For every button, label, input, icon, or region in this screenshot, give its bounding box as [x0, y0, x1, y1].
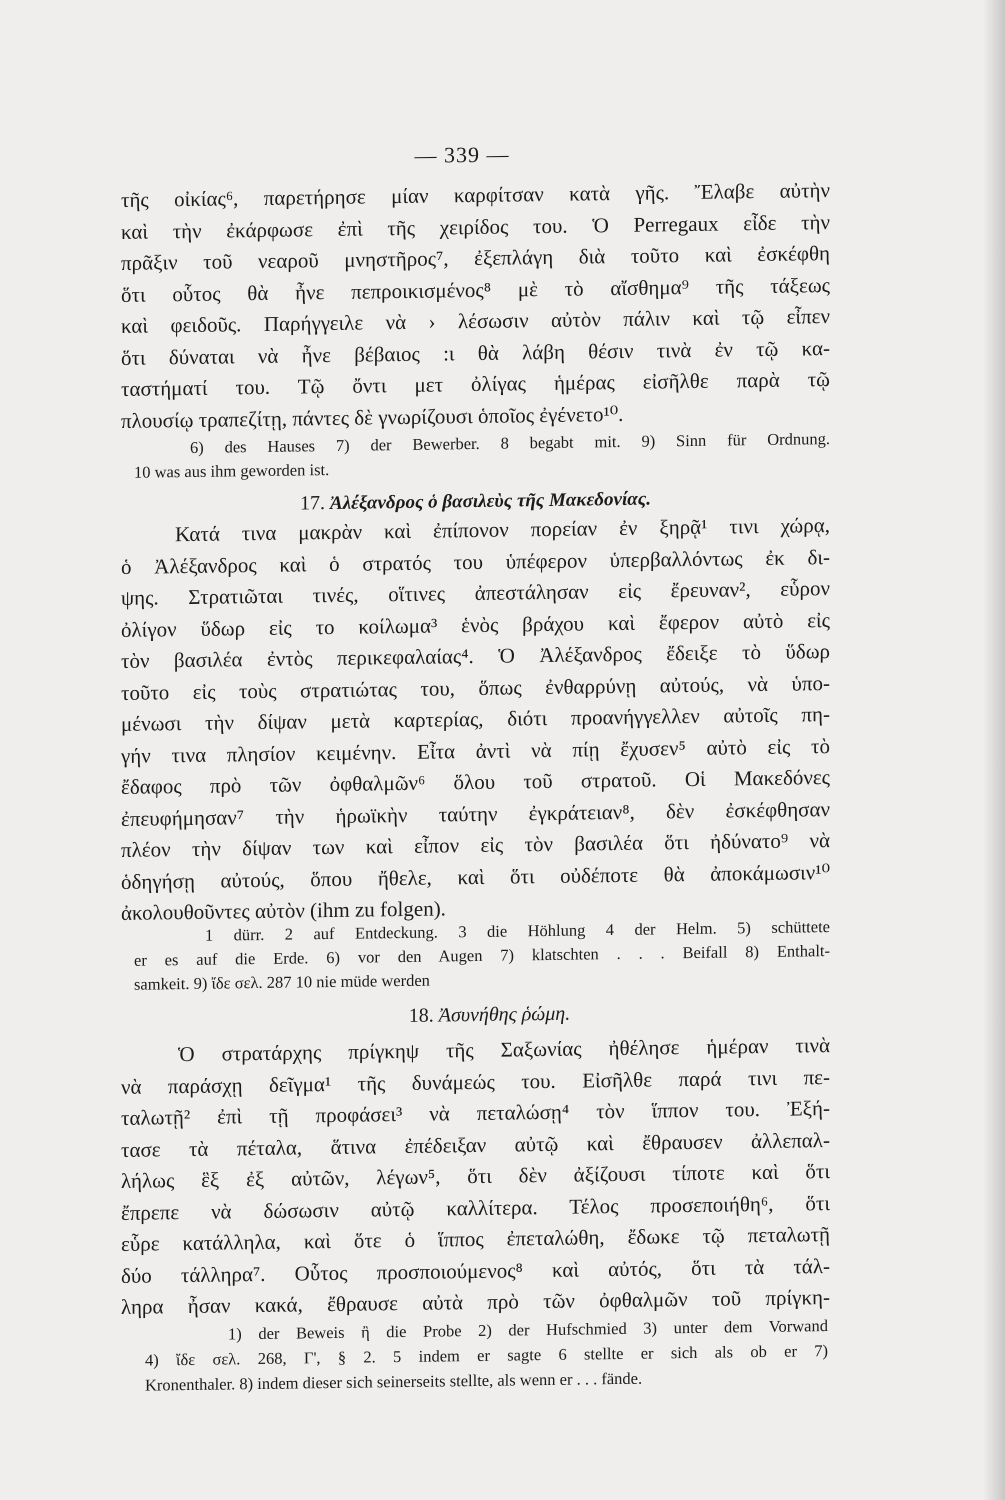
text-line: Ὁ στρατάρχης πρίγκηψ τῆς Σαξωνίας ἠθέλησε ἡμέραν τινὰ — [178, 1033, 830, 1067]
section-number: 18. — [408, 1004, 434, 1027]
footnote-line: 10 was aus ihm geworden ist. — [134, 460, 330, 482]
scan-edge-shadow — [983, 0, 1005, 1500]
story-paragraph — [121, 1030, 830, 1323]
text-line: τασε τὰ πέταλα, ἅτινα ἐπέδειξαν αὐτῷ καὶ ἔθραυσεν ἀλλεπαλ- — [121, 1127, 830, 1162]
text-line: τοῦτο εἰς τοὺς στρατιώτας του, ὅπως ἐνθαρρύνῃ αὐτούς, νὰ ὑπο- — [121, 670, 830, 705]
text-line: ἔδαφος πρὸ τῶν ὀφθαλμῶν⁶ ὅλου τοῦ στρατοῦ. Οἱ Μακεδόνες — [121, 765, 830, 799]
text-line: γήν τινα πλησίον κειμένην. Εἶτα ἀντὶ νὰ πίῃ ἔχυσεν⁵ αὐτὸ εἰς τὸ — [121, 733, 830, 768]
footnotes — [134, 427, 830, 485]
footnote-line: 6) des Hauses 7) der Bewerber. 8 begabt mit. 9) Sinn für Ordnung. — [190, 429, 830, 457]
continuation-paragraph — [121, 175, 830, 437]
footnote-line: 4) ἴδε σελ. 268, Γ', § 2. 5 indem er sagte 6 stellte er sich als ob er 7) — [145, 1341, 828, 1370]
text-line: ταστήματί του. Τῷ ὄντι μετ ὀλίγας ἡμέρας εἰσῆλθε παρὰ τῷ — [121, 367, 830, 401]
footnote-line: samkeit. 9) ἴδε σελ. 287 10 nie müde werden — [134, 970, 430, 994]
footnote-line: Kronenthaler. 8) indem dieser sich seinerseits stellte, als wenn er . . . fände. — [145, 1368, 643, 1395]
text-line: ληρα ἦσαν κακά, ἔθραυσε αὐτὰ πρὸ τῶν ὀφθαλμῶν τοῦ πρίγκη- — [121, 1285, 830, 1319]
footnotes — [145, 1313, 828, 1398]
text-line: ὅτι οὗτος θὰ ἦνε πεπροικισμένος⁸ μὲ τὸ αἴσθημα⁹ τῆς τάξεως — [121, 272, 830, 307]
text-line: ἔπρεπε νὰ δώσωσιν αὐτῷ καλλίτερα. Τέλος προσεποιήθη⁶, ὅτι — [121, 1190, 830, 1225]
footnote-line: er es auf die Erde. 6) vor den Augen 7) klatschten . . . Beifall 8) Enthalt- — [134, 941, 830, 970]
text-line: πλέον τὴν δίψαν των καὶ εἶπον εἰς τὸν βασιλέα ὅτι ἠδύνατο⁹ νὰ — [121, 828, 830, 862]
text-line: νὰ παράσχῃ δεῖγμα¹ τῆς δυνάμεώς του. Εἰσῆλθε παρά τινι πε- — [121, 1064, 830, 1099]
text-line: πρᾶξιν τοῦ νεαροῦ μνηστῆρος⁷, ἐξεπλάγη διὰ τοῦτο καὶ ἐσκέφθη — [121, 241, 830, 275]
page-number: — 339 — — [414, 141, 510, 168]
text-line: ὀλίγον ὕδωρ εἰς το κοίλωμα³ ἑνὸς βράχου καὶ ἔφερον αὐτὸ εἰς — [121, 607, 830, 642]
footnote-line: 1) der Beweis ἢ die Probe 2) der Hufschmied 3) unter dem Vorwand — [228, 1316, 828, 1344]
section-title: Ἀσυνήθης ῥώμη. — [438, 1002, 571, 1027]
text-line: εὗρε κατάλληλα, καὶ ὅτε ὁ ἵππος ἐπεταλώθη, ἔδωκε τῷ πεταλωτῇ — [121, 1222, 830, 1256]
text-line: δύο τάλληρα⁷. Οὗτος προσποιούμενος⁸ καὶ αὐτός, ὅτι τὰ τάλ- — [121, 1253, 830, 1288]
text-line: πλουσίῳ τραπεζίτῃ, πάντες δὲ γνωρίζουσι ὁποῖος ἐγένετο¹⁰. — [121, 401, 624, 433]
text-line: ὁδηγήσῃ αὐτούς, ὅπου ἤθελε, καὶ ὅτι οὐδέποτε θὰ ἀποκάμωσιν¹⁰ — [121, 859, 830, 894]
text-line: ἀκολουθοῦντες αὐτὸν (ihm zu folgen). — [121, 896, 446, 925]
text-line: λήλως ἓξ ἐξ αὐτῶν, λέγων⁵, ὅτι δὲν ἀξίζουσι τίποτε καὶ ὅτι — [121, 1159, 830, 1193]
text-line: ὅτι δύναται νὰ ἦνε βέβαιος :ι θὰ λάβη θέσιν τινὰ ἐν τῷ κα- — [121, 335, 830, 370]
text-line: μένωσι τὴν δίψαν μετὰ καρτερίας, διότι προανήγγελλεν αὐτοῖς πη- — [121, 702, 830, 736]
text-line: ἐπευφήμησαν⁷ τὴν ἡρωϊκὴν ταύτην ἐγκράτειαν⁸, δὲν ἐσκέφθησαν — [121, 796, 830, 831]
section-heading — [121, 994, 844, 1036]
section-number: 17. — [300, 492, 326, 515]
text-line: ὁ Ἀλέξανδρος καὶ ὁ στρατός του ὑπέφερον ὑπερβαλλόντως ἐκ δι- — [121, 544, 830, 579]
story-paragraph — [121, 510, 830, 929]
text-line: καὶ τὴν ἐκάρφωσε ἐπὶ τῆς χειρίδος του. Ὁ Perregaux εἶδε τὴν — [121, 209, 830, 244]
text-line: ψης. Στρατιῶται τινές, οἵτινες ἀπεστάλησαν εἰς ἔρευναν², εὗρον — [121, 576, 830, 610]
section-title: Ἀλέξανδρος ὁ βασιλεὺς τῆς Μακεδονίας. — [330, 488, 651, 515]
footnote-line: 1 dürr. 2 auf Entdeckung. 3 die Höhlung 4 der Helm. 5) schüttete — [205, 917, 830, 945]
text-line: τὸν βασιλέα ἐντὸς περικεφαλαίας⁴. Ὁ Ἀλέξανδρος ἔδειξε τὸ ὕδωρ — [121, 639, 830, 673]
text-line: καὶ φειδοῦς. Παρήγγειλε νὰ › λέσωσιν αὐτὸν πάλιν καὶ τῷ εἶπεν — [121, 304, 830, 338]
text-line: Κατά τινα μακρὰν καὶ ἐπίπονον πορείαν ἐν ξηρᾷ¹ τινι χώρᾳ, — [175, 513, 830, 547]
text-line: ταλωτῇ² ἐπὶ τῇ προφάσει³ νὰ πεταλώσῃ⁴ τὸν ἵππον του. Ἐξή- — [121, 1096, 830, 1130]
footnotes — [134, 915, 830, 997]
text-line: τῆς οἰκίας⁶, παρετήρησε μίαν καρφίτσαν κατὰ γῆς. Ἔλαβε αὐτὴν — [121, 178, 830, 212]
